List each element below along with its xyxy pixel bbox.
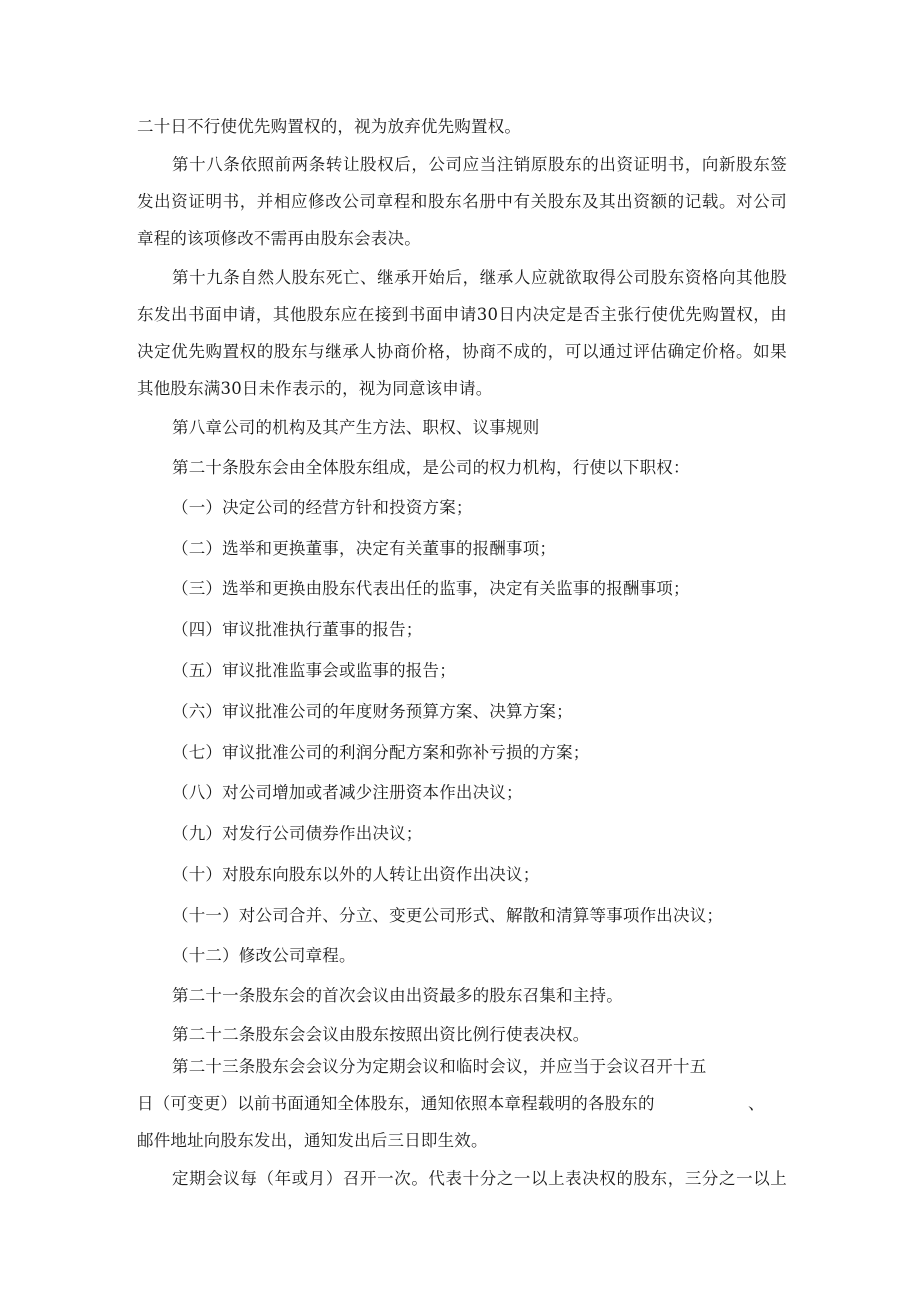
article-18-line-3: 章程的该项修改不需再由股东会表决。: [137, 229, 421, 248]
article-23-line-1: 第二十三条股东会会议分为定期会议和临时会议，并应当于会议召开十五: [172, 1057, 707, 1076]
list-item-4: （四）审议批准执行董事的报告；: [172, 620, 423, 639]
list-item-10: （十）对股东向股东以外的人转让出资作出决议；: [172, 865, 540, 884]
article-23-line-2: 日（可变更）以前书面通知全体股东，通知依照本章程载明的各股东的: [137, 1094, 655, 1113]
list-item-3: （三）选举和更换由股东代表出任的监事，决定有关监事的报酬事项；: [172, 579, 690, 598]
list-item-11: （十一）对公司合并、分立、变更公司形式、解散和清算等事项作出决议；: [172, 906, 724, 925]
list-item-12: （十二）修改公司章程。: [172, 946, 356, 965]
article-19-line-3: 决定优先购置权的股东与继承人协商价格，协商不成的，可以通过评估确定价格。如果: [137, 342, 787, 361]
paragraph-line: 二十日不行使优先购置权的，视为放弃优先购置权。: [137, 117, 522, 136]
article-21-line: 第二十一条股东会的首次会议由出资最多的股东召集和主持。: [172, 986, 623, 1005]
article-19-line-1: 第十九条自然人股东死亡、继承开始后，继承人应就欲取得公司股东资格向其他股: [172, 268, 787, 287]
list-item-5: （五）审议批准监事会或监事的报告；: [172, 661, 456, 680]
article-22-line: 第二十二条股东会会议由股东按照出资比例行使表决权。: [172, 1025, 590, 1044]
list-item-8: （八）对公司增加或者减少注册资本作出决议；: [172, 783, 523, 802]
article-18-line-1: 第十八条依照前两条转让股权后，公司应当注销原股东的出资证明书，向新股东签: [172, 155, 787, 174]
article-23-line-3: 邮件地址向股东发出，通知发出后三日即生效。: [137, 1131, 488, 1150]
list-item-2: （二）选举和更换董事，决定有关董事的报酬事项；: [172, 539, 557, 558]
regular-meeting-line: 定期会议每（年或月）召开一次。代表十分之一以上表决权的股东，三分之一以上: [172, 1169, 787, 1188]
article-23-line-2-trailing-comma: 、: [748, 1094, 765, 1113]
list-item-1: （一）决定公司的经营方针和投资方案；: [172, 498, 473, 517]
list-item-7: （七）审议批准公司的利润分配方案和弥补亏损的方案；: [172, 743, 590, 762]
article-19-line-4: 其他股东满30日未作表示的，视为同意该申请。: [137, 379, 493, 398]
list-item-6: （六）审议批准公司的年度财务预算方案、决算方案；: [172, 702, 573, 721]
article-18-line-2: 发出资证明书，并相应修改公司章程和股东名册中有关股东及其出资额的记载。对公司: [137, 192, 787, 211]
list-item-9: （九）对发行公司债券作出决议；: [172, 824, 423, 843]
article-20-line: 第二十条股东会由全体股东组成，是公司的权力机构，行使以下职权：: [172, 458, 690, 477]
article-19-line-2: 东发出书面申请，其他股东应在接到书面申请30日内决定是否主张行使优先购置权，由: [137, 305, 787, 324]
chapter-8-heading: 第八章公司的机构及其产生方法、职权、议事规则: [172, 418, 540, 437]
